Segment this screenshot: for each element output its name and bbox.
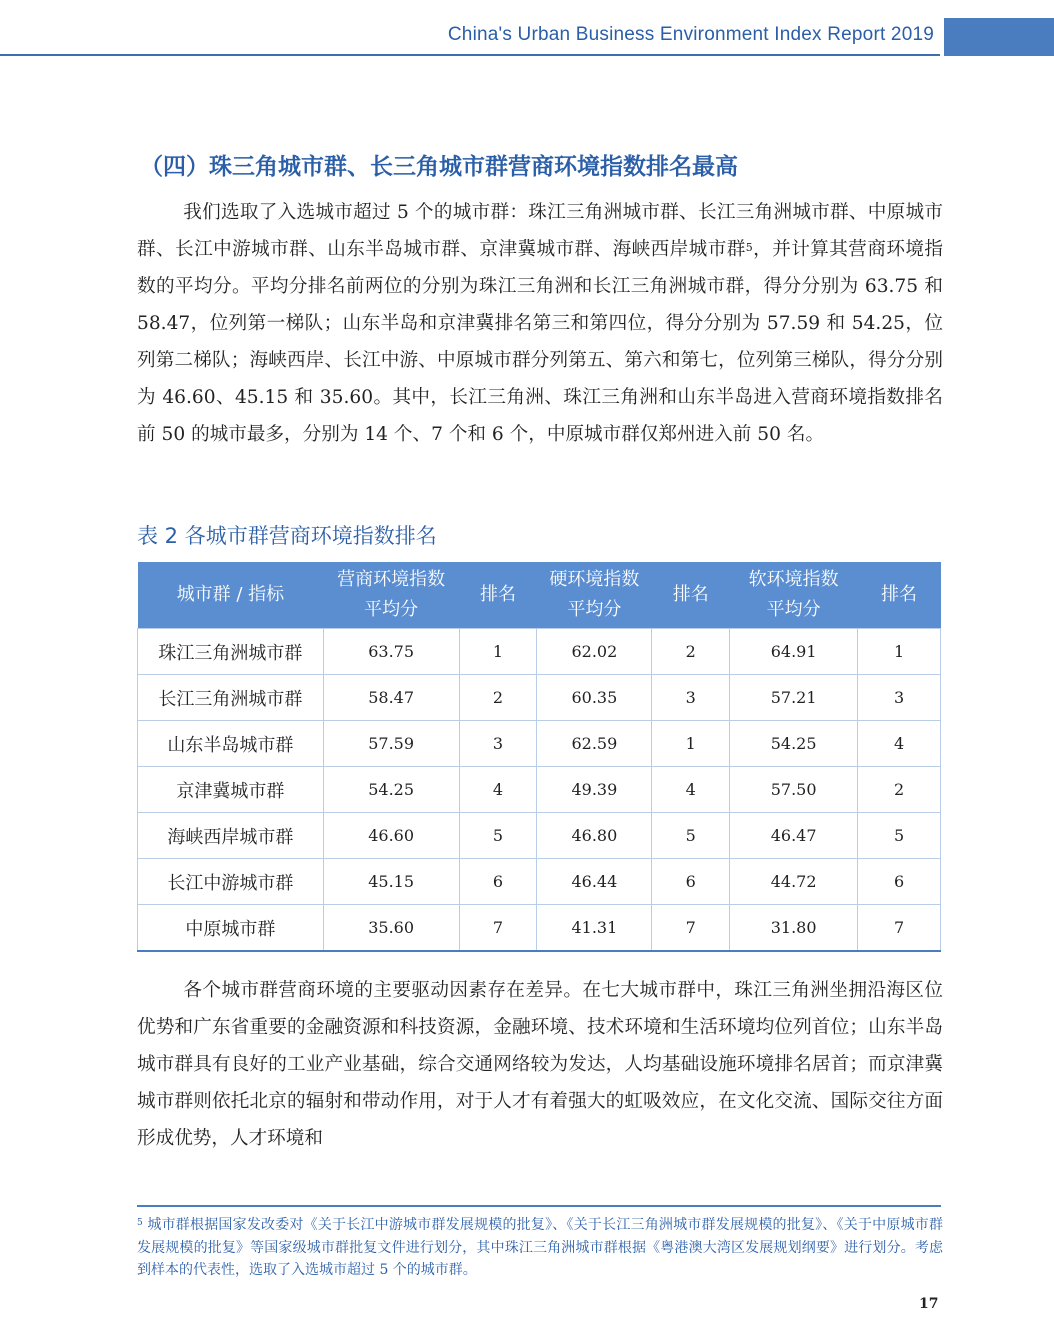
- cell-soft: 44.72: [730, 859, 858, 905]
- cell-city: 海峡西岸城市群: [138, 813, 324, 859]
- cell-city: 京津冀城市群: [138, 767, 324, 813]
- header-accent-block: [944, 18, 1054, 56]
- table-row: [138, 859, 941, 905]
- cell-rank-soft: 4: [858, 721, 941, 767]
- footnote-marker: 5: [137, 1218, 143, 1228]
- cell-rank-hard: 5: [652, 813, 730, 859]
- footnote-divider: [137, 1205, 941, 1207]
- cell-hard: 46.44: [537, 859, 652, 905]
- header-business-index: 营商环境指数 平均分: [323, 562, 459, 629]
- cell-rank-business: 1: [459, 629, 537, 675]
- ranking-table: [137, 562, 941, 952]
- cell-city: 山东半岛城市群: [138, 721, 324, 767]
- table-caption: 表 2 各城市群营商环境指数排名: [137, 524, 437, 548]
- paragraph-intro: [137, 194, 943, 453]
- cell-business: 46.60: [323, 813, 459, 859]
- header-soft-index: 软环境指数 平均分: [730, 562, 858, 629]
- cell-business: 54.25: [323, 767, 459, 813]
- cell-soft: 54.25: [730, 721, 858, 767]
- cell-rank-soft: 6: [858, 859, 941, 905]
- header-title: China's Urban Business Environment Index Report 2019: [447, 24, 934, 45]
- cell-soft: 31.80: [730, 905, 858, 952]
- table-row: [138, 629, 941, 675]
- cell-city: 长江中游城市群: [138, 859, 324, 905]
- cell-rank-hard: 4: [652, 767, 730, 813]
- cell-hard: 46.80: [537, 813, 652, 859]
- cell-rank-hard: 1: [652, 721, 730, 767]
- cell-city: 长江三角洲城市群: [138, 675, 324, 721]
- cell-rank-business: 5: [459, 813, 537, 859]
- cell-city: 珠江三角洲城市群: [138, 629, 324, 675]
- cell-business: 57.59: [323, 721, 459, 767]
- cell-business: 58.47: [323, 675, 459, 721]
- cell-rank-soft: 1: [858, 629, 941, 675]
- cell-rank-soft: 7: [858, 905, 941, 952]
- cell-rank-hard: 3: [652, 675, 730, 721]
- table-row: [138, 813, 941, 859]
- cell-city: 中原城市群: [138, 905, 324, 952]
- paragraph-drivers-text: 各个城市群营商环境的主要驱动因素存在差异。在七大城市群中，珠江三角洲坐拥沿海区位优势和广东省重要的金融资源和科技资源，金融环境、技术环境和生活环境均位列首位；山东半岛城市群具有良好的工业产业基础，综合交通网络较为发达，人均基础设施环境排名居首；而京津冀城市群则依托北京的辐射和带动作用，对于人才有着强大的虹吸效应，在文化交流、国际交往方面形成优势，人才环境和: [137, 980, 943, 1149]
- footnote-reference[interactable]: 5: [745, 241, 753, 254]
- cell-rank-business: 4: [459, 767, 537, 813]
- cell-business: 63.75: [323, 629, 459, 675]
- cell-rank-business: 3: [459, 721, 537, 767]
- cell-hard: 49.39: [537, 767, 652, 813]
- header-rank-hard: 排名: [652, 562, 730, 629]
- table-row: [138, 721, 941, 767]
- table-header-row: [138, 562, 941, 629]
- cell-hard: 60.35: [537, 675, 652, 721]
- cell-rank-soft: 5: [858, 813, 941, 859]
- cell-rank-hard: 6: [652, 859, 730, 905]
- cell-hard: 41.31: [537, 905, 652, 952]
- cell-hard: 62.02: [537, 629, 652, 675]
- cell-rank-soft: 2: [858, 767, 941, 813]
- page-number: 17: [919, 1296, 939, 1312]
- cell-rank-hard: 2: [652, 629, 730, 675]
- cell-soft: 64.91: [730, 629, 858, 675]
- cell-rank-business: 7: [459, 905, 537, 952]
- header-city: 城市群 / 指标: [138, 562, 324, 629]
- table-row: [138, 767, 941, 813]
- paragraph-intro-part2: ，并计算其营商环境指数的平均分。平均分排名前两位的分别为珠江三角洲和长江三角洲城市群，得分分别为 63.75 和 58.47，位列第一梯队；山东半岛和京津冀排名第三和第四位，得分分别为 57.59 和 54.25，位列第二梯队；海峡西岸、长江中游、中原城市群分列第五、第六和第七，位列第三梯队，得分分别为 46.60、45.15 和 35.60。其中，长江三角洲、珠江三角洲和山东半岛进入营商环境指数排名前 50 的城市最多，分别为 14 个、7 个和 6 个，中原城市群仅郑州进入前 50 名。: [137, 239, 943, 445]
- cell-rank-business: 2: [459, 675, 537, 721]
- paragraph-drivers: [137, 972, 943, 1157]
- cell-business: 35.60: [323, 905, 459, 952]
- cell-rank-soft: 3: [858, 675, 941, 721]
- table-row: [138, 675, 941, 721]
- footnote-text: 城市群根据国家发改委对《关于长江中游城市群发展规模的批复》、《关于长江三角洲城市群发展规模的批复》、《关于中原城市群发展规模的批复》等国家级城市群批复文件进行划分，其中珠江三角洲城市群根据《粤港澳大湾区发展规划纲要》进行划分。考虑到样本的代表性，选取了入选城市超过 5 个的城市群。: [137, 1217, 943, 1278]
- cell-soft: 46.47: [730, 813, 858, 859]
- cell-business: 45.15: [323, 859, 459, 905]
- paragraph-intro-part1: 我们选取了入选城市超过 5 个的城市群：珠江三角洲城市群、长江三角洲城市群、中原城市群、长江中游城市群、山东半岛城市群、京津冀城市群、海峡西岸城市群: [137, 202, 943, 260]
- cell-soft: 57.50: [730, 767, 858, 813]
- header-rank-soft: 排名: [858, 562, 941, 629]
- footnote: [137, 1214, 943, 1282]
- header-rank-business: 排名: [459, 562, 537, 629]
- cell-rank-business: 6: [459, 859, 537, 905]
- cell-hard: 62.59: [537, 721, 652, 767]
- header-hard-index: 硬环境指数 平均分: [537, 562, 652, 629]
- cell-rank-hard: 7: [652, 905, 730, 952]
- table-row: [138, 905, 941, 952]
- cell-soft: 57.21: [730, 675, 858, 721]
- header-rule: [0, 54, 940, 56]
- section-heading: （四）珠三角城市群、长三角城市群营商环境指数排名最高: [140, 154, 738, 180]
